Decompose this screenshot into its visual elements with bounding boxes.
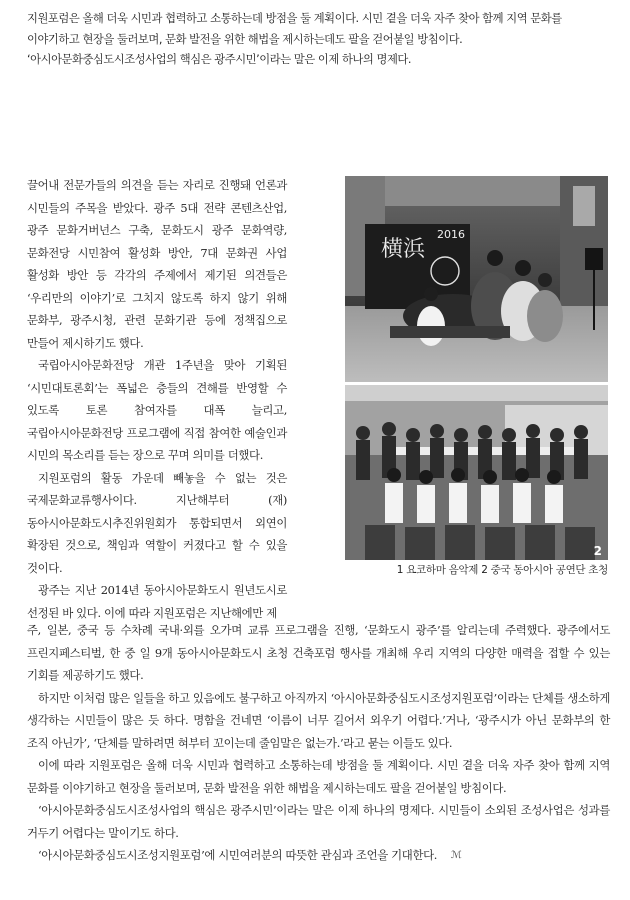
paragraph: 이에 따라 지원포럼은 올해 더욱 시민과 협력하고 소통하는데 방점을 둘 계획이다. 시민 곁을 더욱 자주 찾아 함께 지역 문화를 이야기하고 현장을 둘러보며, 문화 발전을 위한 해법을 제시하는데도 팔을 걷어붙일 방침이다. — [27, 758, 610, 795]
paragraph: 주, 일본, 중국 등 수차례 국내·외를 오가며 교류 프로그램을 진행, ‘문화도시 광주’를 알리는데 주력했다. 광주에서도 프린지페스티벌, 한 중 일 9개 동아시아문화도시 초청 건축포럼 행사를 개최해 우리 지역의 다양한 매력을 접할 수 있는 기회를 제공하기도 했다. — [27, 623, 610, 682]
paragraph: 국립아시아문화전당 개관 1주년을 맞아 기획된 ‘시민대토론회’는 폭넓은 층들의 견해를 반영할 수 있도록 토론 참여자를 대폭 늘리고, 국립아시아문화전당 프로그램에 직접 참여한 예술인과 시민의 목소리를 듣는 장으로 꾸며 의미를 더했다. — [27, 358, 287, 462]
photo-yokohama-music-festival — [345, 176, 608, 382]
photo-caption: 1 요코하마 음악제 2 중국 동아시아 공연단 초청 — [396, 564, 608, 576]
paragraph: 지원포럼의 활동 가운데 빼놓을 수 없는 것은 국제문화교류행사이다. 지난해부터 (재)동아시아문화도시추진위원회가 통합되면서 외연이 확장된 것으로, 책임과 역할이 커졌다고 할 수 있을 것이다. — [27, 470, 287, 575]
closing-text: ‘아시아문화중심도시조성지원포럼’에 시민여러분의 따뜻한 관심과 조언을 기대한다. — [38, 848, 438, 862]
banner-text: 横浜 — [381, 237, 426, 262]
end-mark-icon: ℳ — [451, 850, 462, 861]
photo-number: 2 — [593, 544, 602, 558]
paragraph: 끌어내 전문가들의 의견을 듣는 자리로 진행돼 언론과 시민들의 주목을 받았다. 광주 5대 전략 콘텐츠산업, 광주 문화거버넌스 구축, 문화도시 광주 문화역량, 문화전당 시민참여 활성화 방안, 7대 문화권 사업 활성화 방안 등 각각의 주제에서 제기된 의견들은 ‘우리만의 이야기’로 그치지 않도록 하지 않기 위해 문화부, 광주시청, 관련 문화기관 등에 정책집으로 만들어 제시하기도 했다. — [27, 178, 287, 350]
pull-quote: 지원포럼은 올해 더욱 시민과 협력하고 소통하는데 방점을 둘 계획이다. 시민 곁을 더욱 자주 찾아 함께 지역 문화를 이야기하고 현장을 둘러보며, 문화 발전을 위한 해법을 제시하는데도 팔을 걷어붙일 방침이다. ‘아시아문화중심도시조성사업의 핵심은 광주시민’이라는 말은 이제 하나의 명제다. — [27, 12, 562, 66]
photo-chinese-performance-troupe — [345, 385, 608, 560]
paragraph: 광주는 지난 2014년 동아시아문화도시 원년도시로 선정된 바 있다. 이에 따라 지원포럼은 지난해에만 제 — [27, 583, 287, 620]
paragraph: 하지만 이처럼 많은 일들을 하고 있음에도 불구하고 아직까지 ‘아시아문화중심도시조성지원포럼’이라는 단체를 생소하게 생각하는 시민들이 많은 듯 하다. 명함을 건네면 ‘이름이 너무 길어서 외우기 어렵다.’거나, ‘광주시가 아닌 문화부의 한 조직 아닌가’, ‘단체를 말하려면 혀부터 꼬이는데 줄임말은 없는가.’라고 묻는 이들도 있다. — [27, 690, 610, 750]
paragraph-closing — [27, 844, 610, 868]
left-column-text — [27, 174, 287, 624]
banner-number: 2016 — [437, 228, 465, 241]
paragraph: ‘아시아문화중심도시조성사업의 핵심은 광주시민’이라는 말은 이제 하나의 명제다. 시민들이 소외된 조성사업은 성과를 거두기 어렵다는 말이기도 하다. — [27, 803, 610, 840]
full-width-text — [27, 619, 610, 868]
